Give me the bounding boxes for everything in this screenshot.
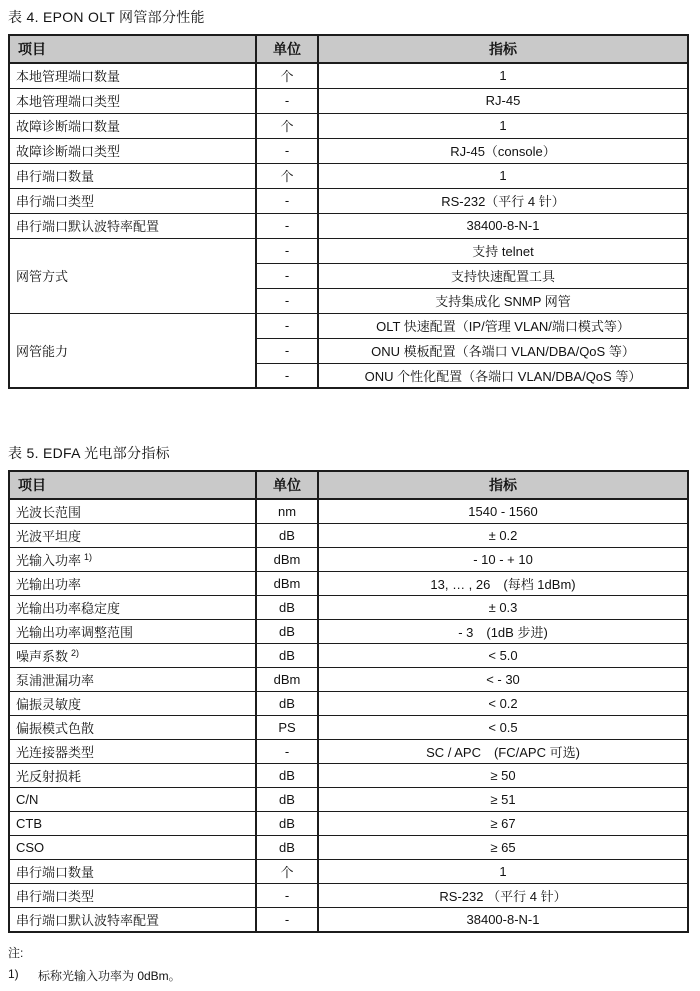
unit-cell: PS — [256, 716, 318, 740]
item-cell-merged: 网管方式 — [9, 238, 256, 313]
item-cell: 串行端口数量 — [9, 860, 256, 884]
item-cell: C/N — [9, 788, 256, 812]
item-cell-merged: 网管能力 — [9, 313, 256, 388]
value-cell: 13, … , 26 (每档 1dBm) — [318, 572, 688, 596]
item-cell: 串行端口类型 — [9, 884, 256, 908]
table-row — [9, 860, 688, 884]
table-row-group-mgmt-mode — [9, 238, 688, 263]
unit-cell: dBm — [256, 548, 318, 572]
value-cell: 38400-8-N-1 — [318, 213, 688, 238]
table-row — [9, 188, 688, 213]
value-cell: 1 — [318, 63, 688, 88]
unit-cell: - — [256, 138, 318, 163]
unit-cell: nm — [256, 499, 318, 524]
unit-cell: - — [256, 88, 318, 113]
column-header-item: 项目 — [9, 35, 256, 63]
unit-cell: dB — [256, 692, 318, 716]
item-cell: 故障诊断端口数量 — [9, 113, 256, 138]
table-row — [9, 908, 688, 933]
item-cell: 串行端口默认波特率配置 — [9, 908, 256, 933]
table-row — [9, 88, 688, 113]
unit-cell: - — [256, 263, 318, 288]
footnote-marker: 1) — [8, 967, 19, 981]
unit-cell: dB — [256, 764, 318, 788]
value-cell: 1 — [318, 860, 688, 884]
unit-cell: 个 — [256, 113, 318, 138]
item-cell: 本地管理端口数量 — [9, 63, 256, 88]
value-cell: 支持 telnet — [318, 238, 688, 263]
table-row — [9, 499, 688, 524]
item-cell: CTB — [9, 812, 256, 836]
unit-cell: - — [256, 238, 318, 263]
value-cell: - 3 (1dB 步进) — [318, 620, 688, 644]
value-cell: < 5.0 — [318, 644, 688, 668]
table-row — [9, 644, 688, 668]
unit-cell: dB — [256, 812, 318, 836]
value-cell: ≥ 50 — [318, 764, 688, 788]
footnote-ref-1: 1) — [84, 551, 93, 562]
value-cell: < - 30 — [318, 668, 688, 692]
table-row — [9, 692, 688, 716]
column-header-unit: 单位 — [256, 35, 318, 63]
table-header-row — [9, 471, 688, 499]
unit-cell: - — [256, 188, 318, 213]
value-cell: < 0.5 — [318, 716, 688, 740]
unit-cell: - — [256, 363, 318, 388]
value-cell: SC / APC (FC/APC 可选) — [318, 740, 688, 764]
footnotes-label: 注: — [8, 946, 24, 960]
item-cell: 光输出功率 — [9, 572, 256, 596]
footnotes — [8, 944, 692, 984]
table-row — [9, 668, 688, 692]
footnote-item — [8, 967, 692, 984]
unit-cell: dB — [256, 620, 318, 644]
table-row — [9, 884, 688, 908]
item-cell: 光反射损耗 — [9, 764, 256, 788]
table-row — [9, 716, 688, 740]
item-cell: 串行端口数量 — [9, 163, 256, 188]
unit-cell: dB — [256, 524, 318, 548]
footnote-ref-2: 2) — [71, 647, 80, 658]
value-cell: 1 — [318, 163, 688, 188]
column-header-value: 指标 — [318, 35, 688, 63]
table-header-row — [9, 35, 688, 63]
unit-cell: - — [256, 338, 318, 363]
value-cell: 1 — [318, 113, 688, 138]
edfa-spec-table — [8, 470, 689, 933]
item-cell: 偏振模式色散 — [9, 716, 256, 740]
value-cell: 支持快速配置工具 — [318, 263, 688, 288]
table-row — [9, 213, 688, 238]
column-header-item: 项目 — [9, 471, 256, 499]
item-cell: 泵浦泄漏功率 — [9, 668, 256, 692]
item-cell: 本地管理端口类型 — [9, 88, 256, 113]
table-row — [9, 812, 688, 836]
item-cell: CSO — [9, 836, 256, 860]
unit-cell: dBm — [256, 572, 318, 596]
unit-cell: - — [256, 288, 318, 313]
item-cell — [9, 644, 256, 668]
value-cell: < 0.2 — [318, 692, 688, 716]
item-cell: 光波长范围 — [9, 499, 256, 524]
value-cell: ± 0.3 — [318, 596, 688, 620]
table-row — [9, 548, 688, 572]
value-cell: 1540 - 1560 — [318, 499, 688, 524]
item-cell — [9, 548, 256, 572]
unit-cell: - — [256, 908, 318, 933]
value-cell: ≥ 65 — [318, 836, 688, 860]
epon-olt-spec-table — [8, 34, 689, 389]
table-row — [9, 572, 688, 596]
item-cell: 偏振灵敏度 — [9, 692, 256, 716]
item-cell: 光输出功率稳定度 — [9, 596, 256, 620]
table-row — [9, 138, 688, 163]
value-cell: RJ-45 — [318, 88, 688, 113]
table-row — [9, 596, 688, 620]
value-cell: RS-232（平行 4 针） — [318, 188, 688, 213]
value-cell: ONU 模板配置（各端口 VLAN/DBA/QoS 等） — [318, 338, 688, 363]
unit-cell: 个 — [256, 163, 318, 188]
item-cell: 光输出功率调整范围 — [9, 620, 256, 644]
table-row — [9, 63, 688, 88]
table4-title: 表 4. EPON OLT 网管部分性能 — [8, 9, 205, 25]
value-cell: ≥ 51 — [318, 788, 688, 812]
footnote-text: 标称光输入功率为 0dBm。 — [38, 969, 181, 983]
table-row — [9, 740, 688, 764]
unit-cell: 个 — [256, 860, 318, 884]
table-row — [9, 113, 688, 138]
value-cell: RJ-45（console） — [318, 138, 688, 163]
unit-cell: - — [256, 884, 318, 908]
table-row — [9, 620, 688, 644]
unit-cell: - — [256, 213, 318, 238]
unit-cell: dB — [256, 788, 318, 812]
unit-cell: dBm — [256, 668, 318, 692]
value-cell: RS-232 （平行 4 针） — [318, 884, 688, 908]
value-cell: 38400-8-N-1 — [318, 908, 688, 933]
value-cell: ± 0.2 — [318, 524, 688, 548]
item-label: 噪声系数 — [16, 649, 69, 664]
item-cell: 故障诊断端口类型 — [9, 138, 256, 163]
column-header-value: 指标 — [318, 471, 688, 499]
item-cell: 光波平坦度 — [9, 524, 256, 548]
unit-cell: - — [256, 313, 318, 338]
value-cell: ONU 个性化配置（各端口 VLAN/DBA/QoS 等） — [318, 363, 688, 388]
column-header-unit: 单位 — [256, 471, 318, 499]
table5-title: 表 5. EDFA 光电部分指标 — [8, 445, 170, 461]
value-cell: ≥ 67 — [318, 812, 688, 836]
table-row — [9, 788, 688, 812]
item-cell: 光连接器类型 — [9, 740, 256, 764]
unit-cell: dB — [256, 836, 318, 860]
unit-cell: dB — [256, 644, 318, 668]
unit-cell: dB — [256, 596, 318, 620]
unit-cell: - — [256, 740, 318, 764]
item-cell: 串行端口默认波特率配置 — [9, 213, 256, 238]
table-row — [9, 524, 688, 548]
table-row-group-mgmt-capability — [9, 313, 688, 338]
table-row — [9, 764, 688, 788]
table-row — [9, 163, 688, 188]
item-cell: 串行端口类型 — [9, 188, 256, 213]
value-cell: - 10 - + 10 — [318, 548, 688, 572]
table-row — [9, 836, 688, 860]
item-label: 光输入功率 — [16, 553, 82, 568]
value-cell: OLT 快速配置（IP/管理 VLAN/端口模式等） — [318, 313, 688, 338]
value-cell: 支持集成化 SNMP 网管 — [318, 288, 688, 313]
unit-cell: 个 — [256, 63, 318, 88]
